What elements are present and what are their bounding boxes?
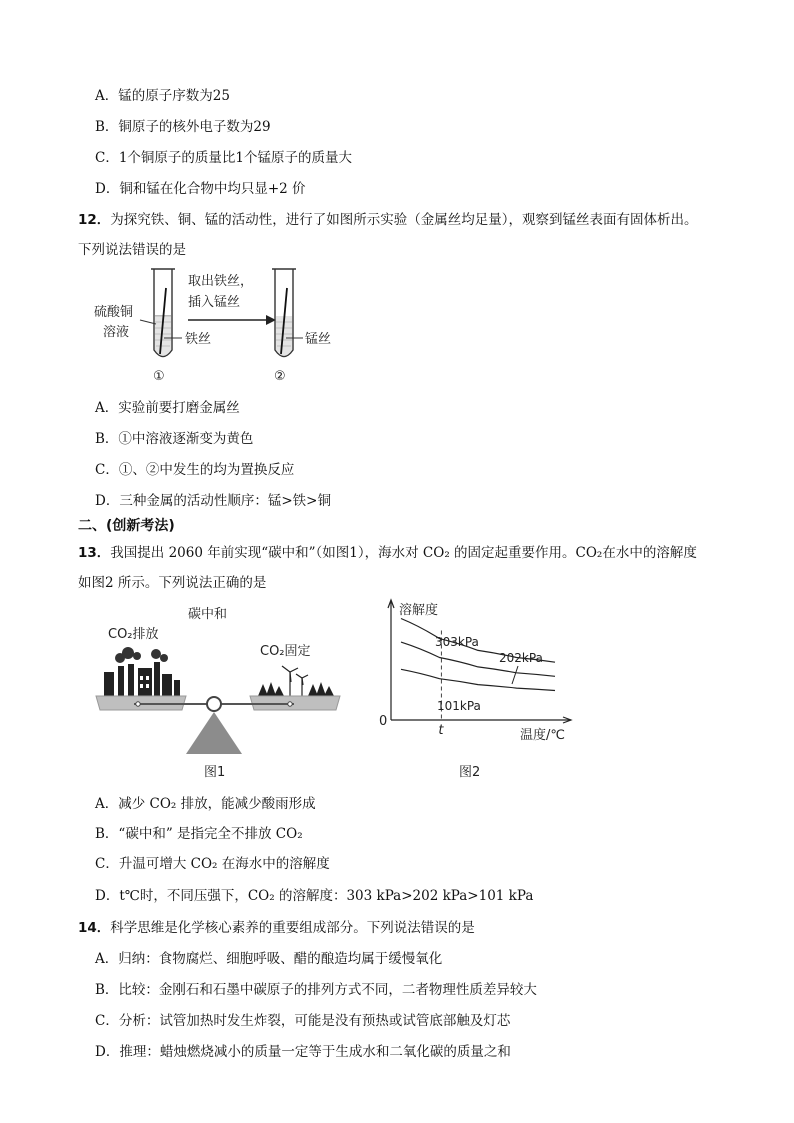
label-iron-wire: 铁丝	[185, 332, 212, 347]
curve-label-101kpa: 101kPa	[437, 699, 481, 713]
label-cuso4-line1: 硫酸铜	[94, 305, 134, 320]
forest-windmill-icon	[258, 666, 334, 696]
q13-option-c: C．升温可增大 CO₂ 在海水中的溶解度	[95, 856, 330, 872]
q14-number: 14．	[78, 920, 111, 936]
q13-option-b: B．“碳中和” 是指完全不排放 CO₂	[95, 826, 303, 842]
q14-option-c: C．分析：试管加热时发生炸裂，可能是没有预热或试管底部触及灯芯	[95, 1013, 511, 1029]
q13-stem-text: 我国提出 2060 年前实现“碳中和”（如图1），海水对 CO₂ 的固定起重要作用。CO₂在水中的溶解度	[110, 545, 697, 561]
q14-stem	[78, 916, 475, 936]
tube1-number: ①	[153, 369, 165, 384]
q12-stem-line2: 下列说法错误的是	[78, 242, 186, 258]
factory-icon	[104, 647, 180, 696]
label-cuso4-line2: 溶液	[103, 325, 130, 340]
q14-option-d: D．推理：蜡烛燃烧减小的质量一定等于生成水和二氧化碳的质量之和	[95, 1044, 511, 1060]
q12-option-c: C．①、②中发生的均为置换反应	[95, 462, 295, 478]
q12-option-b: B．①中溶液逐渐变为黄色	[95, 431, 254, 447]
leader-202kpa	[512, 666, 518, 684]
q12-option-d: D．三种金属的活动性顺序：锰>铁>铜	[95, 493, 331, 509]
curve-label-202kpa: 202kPa	[499, 651, 543, 665]
fig1-left-label: CO₂排放	[108, 627, 159, 642]
fig1-title: 碳中和	[188, 607, 228, 622]
q11-option-d: D．铜和锰在化合物中均只显+2 价	[95, 181, 306, 197]
y-axis-label: 溶解度	[399, 603, 439, 618]
q14-option-b: B．比较：金刚石和石墨中碳原子的排列方式不同，二者物理性质差异较大	[95, 982, 537, 998]
fig1-caption: 图1	[204, 765, 226, 780]
q11-option-a: A．锰的原子序数为25	[95, 88, 230, 104]
q11-option-c: C．1个铜原子的质量比1个锰原子的质量大	[95, 150, 353, 166]
section-heading: 二、(创新考法)	[78, 518, 175, 534]
q12-stem-line1	[78, 208, 698, 228]
q13-stem-line2: 如图2 所示。下列说法正确的是	[78, 575, 267, 591]
q12-option-a: A．实验前要打磨金属丝	[95, 400, 240, 416]
q13-option-a: A．减少 CO₂ 排放，能减少酸雨形成	[95, 796, 316, 812]
q13-figure1	[90, 598, 355, 788]
origin-label: 0	[379, 714, 388, 729]
q14-stem-text: 科学思维是化学核心素养的重要组成部分。下列说法错误的是	[110, 920, 475, 936]
q12-stem-text: 为探究铁、铜、锰的活动性，进行了如图所示实验（金属丝均足量），观察到锰丝表面有固体析出。	[110, 212, 698, 228]
arrow-label-line2: 插入锰丝	[188, 295, 241, 310]
q13-figure2	[375, 598, 595, 788]
fig1-right-label: CO₂固定	[260, 644, 311, 659]
label-mn-wire: 锰丝	[305, 332, 332, 347]
fig2-caption: 图2	[459, 765, 481, 780]
q11-option-b: B．铜原子的核外电子数为29	[95, 119, 271, 135]
curve-label-303kpa: 303kPa	[435, 635, 479, 649]
arrow-label-line1: 取出铁丝，	[188, 274, 254, 289]
q14-option-a: A．归纳：食物腐烂、细胞呼吸、醋的酿造均属于缓慢氧化	[95, 951, 443, 967]
curve-101kpa	[401, 669, 555, 690]
q12-number: 12．	[78, 212, 111, 228]
q13-stem-line1	[78, 541, 697, 561]
tube2-number: ②	[274, 369, 286, 384]
x-axis-label: 温度/℃	[520, 728, 565, 743]
t-label: t	[438, 723, 444, 738]
fulcrum-pivot	[207, 697, 221, 711]
q13-option-d: D．t℃时，不同压强下，CO₂ 的溶解度：303 kPa>202 kPa>101 kPa	[95, 888, 534, 904]
q12-figure	[90, 262, 360, 387]
fulcrum-stand	[186, 712, 242, 754]
q13-number: 13．	[78, 545, 111, 561]
